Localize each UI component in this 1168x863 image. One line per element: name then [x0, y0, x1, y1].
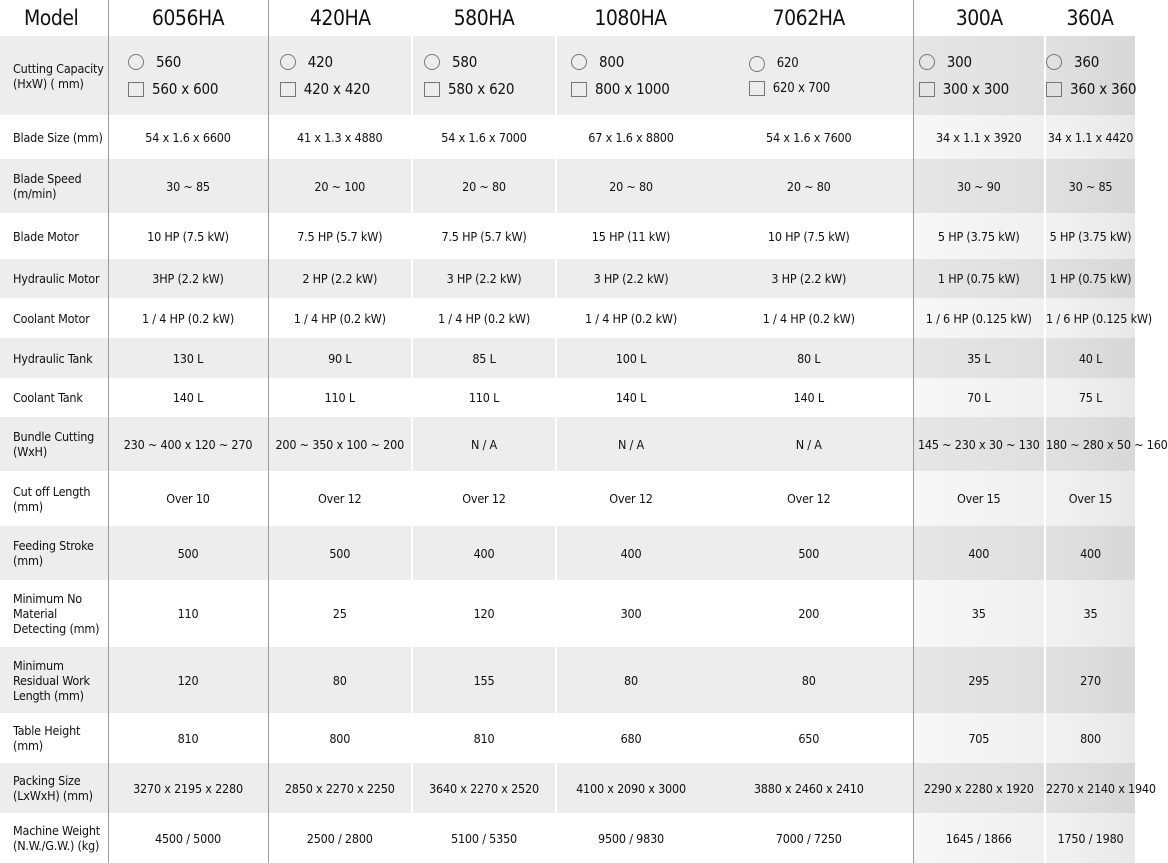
- spec-value: 80: [268, 647, 412, 713]
- spec-value: 145 ~ 230 x 30 ~ 130: [913, 417, 1045, 471]
- spec-value: 3HP (2.2 kW): [108, 259, 268, 298]
- capacity-rect-value: 620 x 700: [772, 80, 830, 96]
- spec-value: 30 ~ 90: [913, 159, 1045, 213]
- spec-value: 90 L: [268, 338, 412, 378]
- model-name: 360A: [1045, 0, 1135, 36]
- spec-value: 1 / 4 HP (0.2 kW): [412, 298, 556, 338]
- capacity-round-value: 580: [452, 53, 478, 71]
- spec-value: 295: [913, 647, 1045, 713]
- label-line: Minimum No: [13, 591, 82, 606]
- spec-value: 100 L: [556, 338, 705, 378]
- spec-value: 20 ~ 100: [268, 159, 412, 213]
- spec-value: Over 12: [412, 471, 556, 526]
- label-line: Table Height: [13, 723, 81, 738]
- row-label: [0, 213, 108, 259]
- spec-value: 400: [556, 526, 705, 580]
- label-line: (N.W./G.W.) (kg): [13, 838, 100, 853]
- spec-value: 30 ~ 85: [1045, 159, 1135, 213]
- spec-value: 270: [1045, 647, 1135, 713]
- spec-value: 2270 x 2140 x 1940: [1045, 763, 1135, 813]
- row-label: [0, 378, 108, 417]
- spec-value: 130 L: [108, 338, 268, 378]
- spec-value: 500: [108, 526, 268, 580]
- spec-value: Over 10: [108, 471, 268, 526]
- spec-row: [0, 338, 1135, 378]
- square-outline-icon: [128, 82, 144, 97]
- capacity-rect-value: 420 x 420: [303, 80, 371, 98]
- label-line: (WxH): [13, 444, 48, 459]
- spec-value: 2850 x 2270 x 2250: [268, 763, 412, 813]
- row-label: [0, 259, 108, 298]
- spec-value: 400: [412, 526, 556, 580]
- spec-value: 9500 / 9830: [556, 813, 705, 863]
- circle-outline-icon: [919, 54, 935, 70]
- spec-value: 54 x 1.6 x 7600: [705, 115, 913, 159]
- capacity-round-line: [128, 53, 181, 71]
- capacity-rect-value: 560 x 600: [152, 80, 219, 98]
- capacity-rect-value: 800 x 1000: [595, 80, 670, 98]
- label-line: Blade Size (mm): [13, 129, 103, 145]
- row-label: [0, 471, 108, 526]
- capacity-group: [1046, 53, 1166, 98]
- label-line: (mm): [13, 738, 43, 753]
- capacity-rect-line: [571, 80, 670, 98]
- label-line: Bundle Cutting: [13, 429, 95, 444]
- spec-value: 810: [412, 713, 556, 763]
- square-outline-icon: [919, 82, 935, 97]
- model-name: 1080HA: [556, 0, 705, 36]
- spec-value: 140 L: [556, 378, 705, 417]
- capacity-round-line: [749, 56, 799, 72]
- label-line: Cutting Capacity: [13, 60, 104, 76]
- row-label: [0, 338, 108, 378]
- label-line: Residual Work: [13, 672, 90, 688]
- cutting-capacity-row: [0, 36, 1135, 115]
- spec-row: [0, 713, 1135, 763]
- capacity-round-line: [1046, 53, 1099, 71]
- circle-outline-icon: [749, 56, 765, 72]
- spec-value: 800: [268, 713, 412, 763]
- circle-outline-icon: [128, 54, 144, 70]
- spec-value: 800: [1045, 713, 1135, 763]
- row-label: [0, 36, 108, 115]
- spec-value: 120: [108, 647, 268, 713]
- spec-value: 4500 / 5000: [108, 813, 268, 863]
- spec-value: 1 / 4 HP (0.2 kW): [268, 298, 412, 338]
- capacity-rect-line: [919, 80, 1009, 98]
- spec-value: 1 HP (0.75 kW): [1045, 259, 1135, 298]
- capacity-cell: [913, 36, 1045, 115]
- spec-value: 5 HP (3.75 kW): [913, 213, 1045, 259]
- spec-value: Over 15: [913, 471, 1045, 526]
- spec-value: 85 L: [412, 338, 556, 378]
- spec-value: 20 ~ 80: [412, 159, 556, 213]
- label-line: Coolant Motor: [13, 310, 90, 326]
- spec-value: 20 ~ 80: [705, 159, 913, 213]
- row-label: [0, 580, 108, 647]
- capacity-round-line: [571, 53, 624, 71]
- spec-value: 230 ~ 400 x 120 ~ 270: [108, 417, 268, 471]
- capacity-group: [571, 53, 691, 98]
- spec-value: Over 12: [268, 471, 412, 526]
- spec-row: [0, 298, 1135, 338]
- capacity-round-value: 360: [1074, 53, 1100, 71]
- spec-value: 5100 / 5350: [412, 813, 556, 863]
- spec-value: N / A: [556, 417, 705, 471]
- capacity-round-value: 620: [776, 56, 799, 71]
- spec-value: 10 HP (7.5 kW): [705, 213, 913, 259]
- spec-value: 400: [1045, 526, 1135, 580]
- square-outline-icon: [280, 82, 296, 97]
- square-outline-icon: [571, 82, 587, 97]
- capacity-cell: [556, 36, 705, 115]
- spec-value: 80: [705, 647, 913, 713]
- capacity-round-value: 300: [946, 53, 972, 71]
- spec-value: N / A: [412, 417, 556, 471]
- row-label: [0, 298, 108, 338]
- capacity-rect-value: 580 x 620: [448, 80, 515, 98]
- spec-value: 7000 / 7250: [705, 813, 913, 863]
- spec-value: 705: [913, 713, 1045, 763]
- spec-value: 400: [913, 526, 1045, 580]
- circle-outline-icon: [280, 54, 296, 70]
- row-label: [0, 417, 108, 471]
- spec-value: 810: [108, 713, 268, 763]
- row-label: [0, 713, 108, 763]
- spec-value: 140 L: [108, 378, 268, 417]
- capacity-group: [128, 53, 248, 98]
- square-outline-icon: [749, 81, 765, 96]
- row-label: [0, 526, 108, 580]
- label-line: (HxW) ( mm): [13, 75, 84, 91]
- label-line: Feeding Stroke: [13, 538, 94, 553]
- spec-value: 1 / 4 HP (0.2 kW): [705, 298, 913, 338]
- spec-value: 75 L: [1045, 378, 1135, 417]
- spec-value: 680: [556, 713, 705, 763]
- spec-row: [0, 213, 1135, 259]
- circle-outline-icon: [571, 54, 587, 70]
- spec-value: 25: [268, 580, 412, 647]
- model-name: 300A: [913, 0, 1045, 36]
- spec-value: 120: [412, 580, 556, 647]
- spec-value: 34 x 1.1 x 4420: [1045, 115, 1135, 159]
- spec-value: N / A: [705, 417, 913, 471]
- spec-value: 1 HP (0.75 kW): [913, 259, 1045, 298]
- circle-outline-icon: [424, 54, 440, 70]
- spec-value: 2290 x 2280 x 1920: [913, 763, 1045, 813]
- label-line: Hydraulic Motor: [13, 271, 100, 286]
- label-line: Detecting (mm): [13, 621, 100, 636]
- row-label: [0, 159, 108, 213]
- spec-value: 1 / 4 HP (0.2 kW): [108, 298, 268, 338]
- spec-row: [0, 580, 1135, 647]
- label-line: (mm): [13, 553, 43, 568]
- spec-value: 3640 x 2270 x 2520: [412, 763, 556, 813]
- spec-value: 200: [705, 580, 913, 647]
- spec-row: [0, 417, 1135, 471]
- capacity-cell: [705, 36, 913, 115]
- spec-value: 110 L: [268, 378, 412, 417]
- row-label: [0, 763, 108, 813]
- capacity-rect-line: [424, 80, 514, 98]
- spec-value: 40 L: [1045, 338, 1135, 378]
- spec-value: 7.5 HP (5.7 kW): [268, 213, 412, 259]
- capacity-round-value: 560: [156, 53, 182, 71]
- model-label: Model: [0, 0, 108, 36]
- capacity-group: [919, 53, 1039, 98]
- spec-row: [0, 159, 1135, 213]
- spec-value: 300: [556, 580, 705, 647]
- spec-value: 3880 x 2460 x 2410: [705, 763, 913, 813]
- capacity-round-value: 420: [307, 53, 333, 71]
- spec-value: 15 HP (11 kW): [556, 213, 705, 259]
- spec-value: 35 L: [913, 338, 1045, 378]
- spec-value: 5 HP (3.75 kW): [1045, 213, 1135, 259]
- capacity-round-line: [280, 53, 333, 71]
- capacity-group: [280, 53, 400, 98]
- spec-value: 1750 / 1980: [1045, 813, 1135, 863]
- square-outline-icon: [424, 82, 440, 97]
- spec-value: 67 x 1.6 x 8800: [556, 115, 705, 159]
- spec-value: 1645 / 1866: [913, 813, 1045, 863]
- capacity-cell: [108, 36, 268, 115]
- label-line: (LxWxH) (mm): [13, 788, 93, 803]
- capacity-cell: [412, 36, 556, 115]
- capacity-group: [749, 56, 869, 96]
- spec-value: Over 12: [705, 471, 913, 526]
- spec-value: 41 x 1.3 x 4880: [268, 115, 412, 159]
- spec-row: [0, 378, 1135, 417]
- spec-row: [0, 763, 1135, 813]
- capacity-group: [424, 53, 544, 98]
- spec-value: 110 L: [412, 378, 556, 417]
- label-line: Blade Motor: [13, 228, 79, 244]
- spec-value: 110: [108, 580, 268, 647]
- label-line: Coolant Tank: [13, 390, 83, 405]
- spec-value: 4100 x 2090 x 3000: [556, 763, 705, 813]
- spec-value: 80: [556, 647, 705, 713]
- model-header-row: [0, 0, 1135, 36]
- label-line: (mm): [13, 498, 43, 514]
- spec-value: 500: [268, 526, 412, 580]
- spec-row: [0, 813, 1135, 863]
- label-line: Cut off Length: [13, 483, 91, 499]
- model-name: 420HA: [268, 0, 412, 36]
- spec-row: [0, 471, 1135, 526]
- spec-value: 54 x 1.6 x 6600: [108, 115, 268, 159]
- spec-value: 500: [705, 526, 913, 580]
- capacity-cell: [268, 36, 412, 115]
- capacity-rect-value: 300 x 300: [942, 80, 1010, 98]
- spec-value: 140 L: [705, 378, 913, 417]
- row-label: [0, 647, 108, 713]
- capacity-rect-line: [749, 81, 830, 96]
- label-line: Length (mm): [13, 687, 84, 703]
- circle-outline-icon: [1046, 54, 1062, 70]
- spec-value: 2500 / 2800: [268, 813, 412, 863]
- spec-value: 3270 x 2195 x 2280: [108, 763, 268, 813]
- capacity-round-line: [424, 53, 477, 71]
- spec-value: Over 12: [556, 471, 705, 526]
- label-line: (m/min): [13, 186, 57, 201]
- spec-value: 35: [913, 580, 1045, 647]
- spec-value: 650: [705, 713, 913, 763]
- square-outline-icon: [1046, 82, 1062, 97]
- label-line: Blade Speed: [13, 171, 82, 186]
- spec-value: 1 / 6 HP (0.125 kW): [913, 298, 1045, 338]
- spec-value: 20 ~ 80: [556, 159, 705, 213]
- spec-row: [0, 115, 1135, 159]
- model-name: 6056HA: [108, 0, 268, 36]
- label-line: Packing Size: [13, 773, 81, 788]
- capacity-cell: [1045, 36, 1135, 115]
- label-line: Hydraulic Tank: [13, 350, 93, 366]
- spec-value: 1 / 6 HP (0.125 kW): [1045, 298, 1135, 338]
- spec-value: 3 HP (2.2 kW): [556, 259, 705, 298]
- capacity-rect-line: [280, 80, 370, 98]
- row-label: [0, 813, 108, 863]
- spec-value: Over 15: [1045, 471, 1135, 526]
- spec-value: 200 ~ 350 x 100 ~ 200: [268, 417, 412, 471]
- model-name: 7062HA: [705, 0, 913, 36]
- spec-value: 35: [1045, 580, 1135, 647]
- spec-value: 70 L: [913, 378, 1045, 417]
- row-label: [0, 115, 108, 159]
- spec-row: [0, 259, 1135, 298]
- spec-row: [0, 526, 1135, 580]
- capacity-rect-line: [128, 80, 218, 98]
- capacity-round-value: 800: [599, 53, 625, 71]
- label-line: Machine Weight: [13, 823, 100, 838]
- spec-value: 1 / 4 HP (0.2 kW): [556, 298, 705, 338]
- spec-value: 30 ~ 85: [108, 159, 268, 213]
- spec-value: 155: [412, 647, 556, 713]
- capacity-rect-value: 360 x 360: [1070, 80, 1137, 98]
- spec-value: 54 x 1.6 x 7000: [412, 115, 556, 159]
- capacity-round-line: [919, 53, 972, 71]
- spec-value: 2 HP (2.2 kW): [268, 259, 412, 298]
- label-line: Material: [13, 606, 58, 621]
- spec-value: 10 HP (7.5 kW): [108, 213, 268, 259]
- spec-value: 34 x 1.1 x 3920: [913, 115, 1045, 159]
- spec-value: 3 HP (2.2 kW): [705, 259, 913, 298]
- spec-value: 180 ~ 280 x 50 ~ 160: [1045, 417, 1135, 471]
- model-name: 580HA: [412, 0, 556, 36]
- capacity-rect-line: [1046, 80, 1136, 98]
- spec-value: 80 L: [705, 338, 913, 378]
- spec-value: 7.5 HP (5.7 kW): [412, 213, 556, 259]
- spec-row: [0, 647, 1135, 713]
- label-line: Minimum: [13, 657, 64, 673]
- spec-value: 3 HP (2.2 kW): [412, 259, 556, 298]
